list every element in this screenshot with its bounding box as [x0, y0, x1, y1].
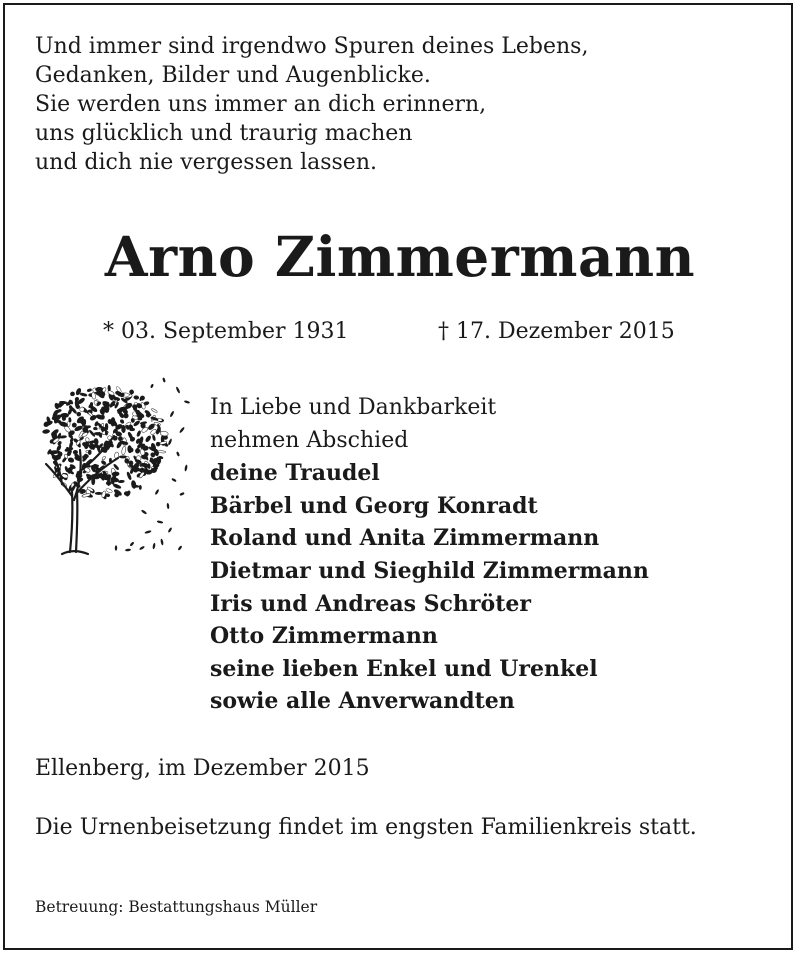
- leaf: [154, 489, 159, 495]
- death-date: † 17. Dezember 2015: [438, 319, 675, 344]
- branch: [70, 492, 72, 552]
- leaf: [129, 428, 134, 431]
- leaf: [56, 444, 62, 451]
- branch: [76, 492, 77, 552]
- mourner-name: Bärbel und Georg Konradt: [210, 492, 538, 519]
- leaf: [144, 530, 151, 534]
- leaf: [184, 400, 190, 404]
- branch: [62, 551, 88, 554]
- leaf: [138, 436, 144, 445]
- leaf: [106, 481, 111, 485]
- birth-date: * 03. September 1931: [103, 319, 349, 344]
- mourners-block: [210, 392, 770, 718]
- leaf: [160, 539, 164, 546]
- leaf: [134, 395, 139, 399]
- leaf: [151, 408, 158, 413]
- mourner-name: sowie alle Anverwandten: [210, 688, 515, 715]
- leaf: [64, 446, 73, 452]
- leaf: [158, 450, 166, 453]
- leaf: [140, 421, 147, 424]
- burial-notice: Die Urnenbeisetzung findet im engsten Familienkreis statt.: [35, 815, 697, 840]
- leaf: [184, 464, 188, 471]
- leaf: [177, 545, 182, 551]
- leaf: [175, 386, 180, 394]
- tree-leaves: [42, 377, 190, 551]
- leaf: [157, 520, 164, 524]
- leaf: [118, 480, 124, 483]
- mourner-name: deine Traudel: [210, 460, 380, 487]
- leaf: [116, 440, 123, 448]
- poem-line: Sie werden uns immer an dich erinnern,: [35, 92, 487, 117]
- leaf: [179, 492, 185, 496]
- leaf: [171, 478, 177, 483]
- leaf: [72, 422, 77, 427]
- leaf: [101, 460, 107, 466]
- leaf: [95, 492, 102, 495]
- leaf: [145, 435, 152, 443]
- leaf: [139, 469, 145, 472]
- leaf: [80, 393, 88, 397]
- leaf: [120, 419, 125, 424]
- poem-line: Und immer sind irgendwo Spuren deines Lebens,: [35, 34, 589, 59]
- leaf: [93, 427, 97, 430]
- leaf: [121, 446, 126, 455]
- leaf: [117, 436, 123, 442]
- leaf: [113, 483, 122, 489]
- leaf: [64, 466, 68, 472]
- leaf: [85, 437, 90, 442]
- place-date: Ellenberg, im Dezember 2015: [35, 756, 370, 781]
- mourner-name: Roland und Anita Zimmermann: [210, 525, 600, 552]
- leaf: [131, 480, 137, 489]
- leaf: [129, 541, 134, 546]
- leaf: [136, 430, 141, 437]
- leaf: [105, 488, 112, 493]
- mourner-name: Otto Zimmermann: [210, 623, 438, 650]
- leaf: [152, 435, 156, 441]
- leaf: [142, 446, 149, 451]
- leaf: [162, 377, 166, 382]
- leaf: [139, 485, 141, 489]
- leaf: [76, 412, 81, 417]
- leaf: [111, 417, 116, 426]
- poem-line: Gedanken, Bilder und Augenblicke.: [35, 63, 431, 88]
- leaf: [139, 545, 145, 550]
- poem-line: uns glücklich und traurig machen: [35, 121, 413, 146]
- leaf: [94, 444, 99, 448]
- leaf: [155, 441, 161, 447]
- leaf: [144, 410, 150, 415]
- leaf: [132, 405, 136, 409]
- leaf: [62, 457, 67, 463]
- poem: [35, 32, 735, 177]
- mourners-intro: In Liebe und Dankbarkeit: [210, 395, 497, 420]
- leaf: [160, 431, 169, 437]
- leaf: [125, 458, 129, 463]
- tree-icon: [32, 372, 194, 558]
- leaf: [176, 451, 180, 457]
- leaf: [179, 427, 185, 434]
- leaf: [88, 450, 91, 455]
- deceased-name: Arno Zimmermann: [104, 224, 696, 289]
- leaf: [42, 429, 50, 434]
- leaf: [102, 456, 106, 461]
- leaf: [169, 410, 174, 417]
- leaf: [94, 432, 102, 436]
- leaf: [135, 410, 140, 415]
- leaf: [152, 543, 156, 550]
- leaf: [150, 383, 154, 388]
- leaf: [69, 470, 74, 474]
- leaf: [125, 490, 131, 497]
- leaf: [129, 390, 134, 395]
- poem-line: und dich nie vergessen lassen.: [35, 150, 377, 175]
- leaf: [135, 448, 140, 454]
- leaf: [166, 503, 169, 509]
- mourner-name: Iris und Andreas Schröter: [210, 590, 531, 617]
- mourner-name: seine lieben Enkel und Urenkel: [210, 655, 598, 682]
- leaf: [167, 438, 172, 446]
- leaf: [105, 430, 108, 435]
- mourners-intro: nehmen Abschied: [210, 427, 409, 453]
- leaf: [59, 421, 68, 427]
- funeral-provider: Betreuung: Bestattungshaus Müller: [35, 898, 318, 916]
- leaf: [94, 421, 99, 427]
- mourner-name: Dietmar und Sieghild Zimmermann: [210, 557, 649, 584]
- leaf: [107, 390, 115, 396]
- leaf: [148, 464, 151, 469]
- leaf: [141, 509, 148, 515]
- leaf: [60, 413, 69, 418]
- leaf: [70, 392, 75, 396]
- leaf: [115, 545, 117, 550]
- leaf: [87, 388, 92, 392]
- leaf: [68, 457, 75, 463]
- leaf: [89, 444, 94, 449]
- leaf: [167, 527, 172, 533]
- leaf: [125, 548, 131, 551]
